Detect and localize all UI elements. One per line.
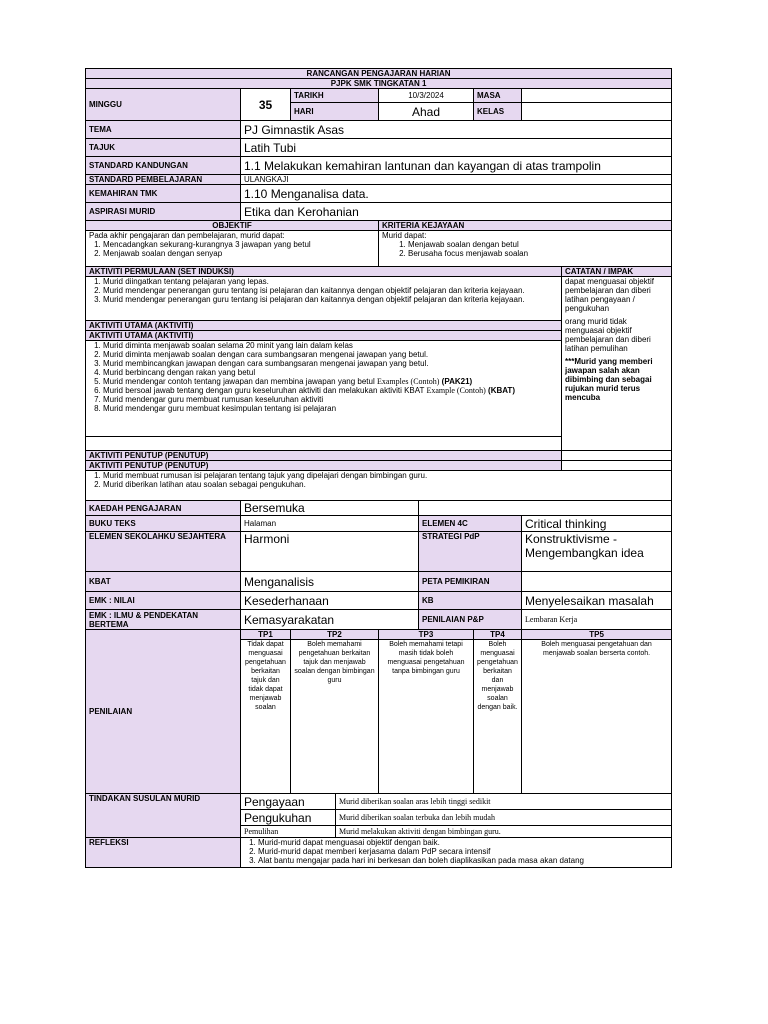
tema-value: PJ Gimnastik Asas <box>241 121 672 139</box>
penutup-label-1: AKTIVITI PENUTUP (PENUTUP) <box>86 451 562 461</box>
tmk-label: KEMAHIRAN TMK <box>86 185 241 203</box>
tp3-header: TP3 <box>379 630 474 640</box>
hari-label: HARI <box>291 103 379 121</box>
objektif-label: OBJEKTIF <box>86 221 379 231</box>
pengayaan-value: Murid diberikan soalan aras lebih tinggi sedikit <box>336 794 672 810</box>
refleksi-item: 1. Murid-murid dapat menguasai objektif dengan baik. <box>258 838 668 847</box>
tindakan-label: TINDAKAN SUSULAN MURID <box>86 794 241 838</box>
permulaan-body <box>86 277 562 321</box>
esk-label: ELEMEN SEKOLAHKU SEJAHTERA <box>86 532 241 572</box>
emk-ilmu-label: EMK : ILMU & PENDEKATAN BERTEMA <box>86 610 241 630</box>
objektif-intro: Pada akhir pengajaran dan pembelajaran, murid dapat: <box>89 231 285 240</box>
emk-ilmu-value: Kemasyarakatan <box>241 610 419 630</box>
kriteria-intro: Murid dapat: <box>382 231 427 240</box>
pemulihan-value: Murid melakukan aktiviti dengan bimbingan guru. <box>336 826 672 838</box>
peta-label: PETA PEMIKIRAN <box>419 572 522 592</box>
tp2-header: TP2 <box>291 630 379 640</box>
emk-nilai-value: Kesederhanaan <box>241 592 419 610</box>
catatan-text-2: orang murid tidak menguasai objektif pembelajaran dan diberi latihan pemulihan <box>565 317 651 353</box>
catatan-text-3: ***Murid yang memberi jawapan salah akan dibimbing dan sebagai rujukan murid terus mencuba <box>565 357 653 402</box>
pengayaan-label: Pengayaan <box>241 794 336 810</box>
tp5-desc: Boleh menguasai pengetahuan dan menjawab soalan berserta contoh. <box>522 640 672 794</box>
utama-item: 8. Murid mendengar guru membuat kesimpulan tentang isi pelajaran <box>103 404 558 413</box>
masa-label: MASA <box>474 89 522 103</box>
kb-label: KB <box>419 592 522 610</box>
tmk-value: 1.10 Menganalisa data. <box>241 185 672 203</box>
example-note: Example (Contoh) <box>426 386 486 395</box>
penilaian-label: PENILAIAN <box>86 630 241 794</box>
kriteria-item: 1. Menjawab soalan dengan betul <box>408 240 668 249</box>
lesson-plan-sheet <box>85 68 671 868</box>
utama-item: 7. Murid mendengar guru membuat rumusan keseluruhan aktiviti <box>103 395 558 404</box>
lesson-plan-table <box>85 68 672 868</box>
pengukuhan-value: Murid diberikan soalan terbuka dan lebih mudah <box>336 810 672 826</box>
sp-label: STANDARD PEMBELAJARAN <box>86 175 241 185</box>
objektif-item: 1. Mencadangkan sekurang-kurangnya 3 jawapan yang betul <box>103 240 375 249</box>
tajuk-value: Latih Tubi <box>241 139 672 157</box>
aspirasi-value: Etika dan Kerohanian <box>241 203 672 221</box>
refleksi-item: 3. Alat bantu mengajar pada hari ini berkesan dan boleh diaplikasikan pada masa akan datang <box>258 856 668 865</box>
catatan-body <box>562 277 672 451</box>
catatan-blank-1 <box>562 451 672 461</box>
utama-item: 1. Murid diminta menjawab soalan selama 20 minit yang lain dalam kelas <box>103 341 558 350</box>
peta-value <box>522 572 672 592</box>
tp2-desc: Boleh memahami pengetahuan berkaitan tajuk dan menjawab soalan dengan bimbingan guru <box>291 640 379 794</box>
masa-value <box>522 89 672 103</box>
strategi-value: Konstruktivisme - Mengembangkan idea <box>522 532 672 572</box>
strategi-label: STRATEGI PdP <box>419 532 522 572</box>
tp4-desc: Boleh menguasai pengetahuan berkaitan dan menjawab soalan dengan baik. <box>474 640 522 794</box>
utama-item: 2. Murid diminta menjawab soalan dengan cara sumbangsaran mengenai jawapan yang betul. <box>103 350 558 359</box>
refleksi-item: 2. Murid-murid dapat memberi kerjasama dalam PdP secara intensif <box>258 847 668 856</box>
pak21-tag: (PAK21) <box>441 377 473 386</box>
aspirasi-label: ASPIRASI MURID <box>86 203 241 221</box>
utama-item <box>103 377 558 386</box>
kriteria-body <box>379 231 672 267</box>
utama-body <box>86 341 562 437</box>
kelas-value <box>522 103 672 121</box>
emk-nilai-label: EMK : NILAI <box>86 592 241 610</box>
buku-label: BUKU TEKS <box>86 516 241 532</box>
permulaan-item: 2. Murid mendengar penerangan guru tentang isi pelajaran dan kaitannya dengan objektif pelajaran dan kriteria kejayaan. <box>103 286 558 295</box>
elemen4c-value: Critical thinking <box>522 516 672 532</box>
kriteria-label: KRITERIA KEJAYAAN <box>379 221 672 231</box>
kaedah-blank <box>419 501 672 516</box>
utama-item: 4. Murid berbincang dengan rakan yang betul <box>103 368 558 377</box>
minggu-label: MINGGU <box>86 89 241 121</box>
esk-value: Harmoni <box>241 532 419 572</box>
permulaan-label: AKTIVITI PERMULAAN (SET INDUKSI) <box>86 267 562 277</box>
penutup-label-2: AKTIVITI PENUTUP (PENUTUP) <box>86 461 562 471</box>
hari-value: Ahad <box>379 103 474 121</box>
elemen4c-label: ELEMEN 4C <box>419 516 522 532</box>
kaedah-value: Bersemuka <box>241 501 419 516</box>
kbat-tag: (KBAT) <box>488 386 515 395</box>
penutup-item: 1. Murid membuat rumusan isi pelajaran tentang tajuk yang dipelajari dengan bimbingan guru. <box>103 471 668 480</box>
kb-value: Menyelesaikan masalah <box>522 592 672 610</box>
penilaian-pp-label: PENILAIAN P&P <box>419 610 522 630</box>
permulaan-item: 3. Murid mendengar penerangan guru tentang isi pelajaran dan kaitannya dengan objektif pelajaran dan kriteria kejayaan. <box>103 295 558 304</box>
objektif-item: 2. Menjawab soalan dengan senyap <box>103 249 375 258</box>
buku-value: Halaman <box>241 516 419 532</box>
tarikh-value: 10/3/2024 <box>379 89 474 103</box>
sp-value: ULANGKAJI <box>241 175 672 185</box>
refleksi-body <box>241 838 672 868</box>
tp4-header: TP4 <box>474 630 522 640</box>
doc-title: RANCANGAN PENGAJARAN HARIAN <box>86 69 672 79</box>
sk-value: 1.1 Melakukan kemahiran lantunan dan kayangan di atas trampolin <box>241 157 672 175</box>
tp3-desc: Boleh memahami tetapi masih tidak boleh menguasai pengetahuan tanpa bimbingan guru <box>379 640 474 794</box>
catatan-blank-2 <box>562 461 672 471</box>
tp5-header: TP5 <box>522 630 672 640</box>
utama-item <box>103 386 558 395</box>
penutup-body <box>86 471 672 501</box>
penilaian-pp-value: Lembaran Kerja <box>522 610 672 630</box>
utama-item-text: Murid mendengar contoh tentang jawapan dan membina jawapan yang betul <box>103 377 375 386</box>
utama-item-text: Murid bersoal jawab tentang dengan guru keseluruhan aktiviti dan melakukan aktiviti KBAT <box>103 386 425 395</box>
tarikh-label: TARIKH <box>291 89 379 103</box>
pengukuhan-label: Pengukuhan <box>241 810 336 826</box>
refleksi-label: REFLEKSI <box>86 838 241 868</box>
tema-label: TEMA <box>86 121 241 139</box>
tp1-header: TP1 <box>241 630 291 640</box>
penutup-item: 2. Murid diberikan latihan atau soalan sebagai pengukuhan. <box>103 480 668 489</box>
minggu-value: 35 <box>241 89 291 121</box>
catatan-label: CATATAN / IMPAK <box>562 267 672 277</box>
doc-subtitle: PJPK SMK TINGKATAN 1 <box>86 79 672 89</box>
kbat-value: Menganalisis <box>241 572 419 592</box>
kbat-label: KBAT <box>86 572 241 592</box>
catatan-text-1: dapat menguasai objektif pembelajaran dan diberi latihan pengayaan / pengukuhan <box>565 277 654 313</box>
utama-item: 3. Murid membincangkan jawapan dengan cara sumbangsaran mengenai jawapan yang betul. <box>103 359 558 368</box>
tajuk-label: TAJUK <box>86 139 241 157</box>
tp1-desc: Tidak dapat menguasai pengetahuan berkaitan tajuk dan tidak dapat menjawab soalan <box>241 640 291 794</box>
sk-label: STANDARD KANDUNGAN <box>86 157 241 175</box>
pemulihan-label: Pemulihan <box>241 826 336 838</box>
utama-label-1: AKTIVITI UTAMA (AKTIVITI) <box>86 321 562 331</box>
permulaan-item: 1. Murid diingatkan tentang pelajaran yang lepas. <box>103 277 558 286</box>
utama-spacer <box>86 437 562 451</box>
kelas-label: KELAS <box>474 103 522 121</box>
utama-label-2: AKTIVITI UTAMA (AKTIVITI) <box>86 331 562 341</box>
examples-note: Examples (Contoh) <box>376 377 440 386</box>
objektif-body <box>86 231 379 267</box>
kaedah-label: KAEDAH PENGAJARAN <box>86 501 241 516</box>
kriteria-item: 2. Berusaha focus menjawab soalan <box>408 249 668 258</box>
